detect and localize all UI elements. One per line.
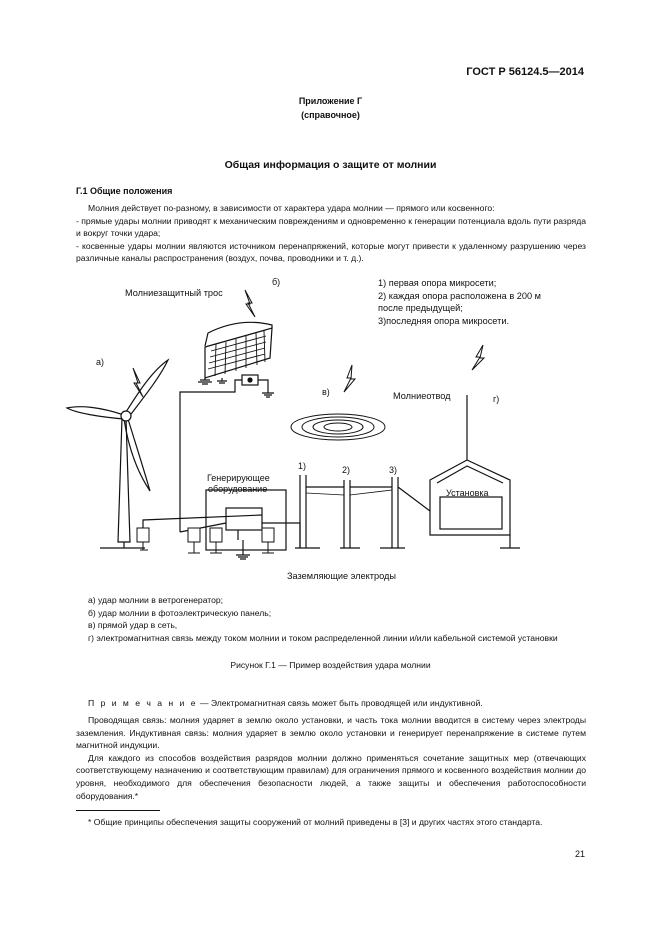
note [76,697,586,710]
figure-caption: Рисунок Г.1 — Пример воздействия удара молнии [230,660,431,670]
label-pole-2: 2) [342,465,351,475]
figure-item-g: г) электромагнитная связь между током молнии и током распределенной линии и/или кабельной системой установки [88,632,558,643]
lightning-figure [0,265,661,585]
appendix-title: Приложение Г [298,96,363,106]
intro-line-2: - косвенные удары молнии являются источником перенапряжений, которые могут привести к удаленному разрушению через различные каналы распространения (воздух, почва, проводники и т. д.). [76,240,586,264]
legend-line-3: 3)последняя опора микросети. [378,316,509,326]
legend-line-2: после предыдущей; [378,303,463,313]
page-number: 21 [574,849,585,859]
label-b: б) [272,277,281,287]
intro-line-0: Молния действует по-разному, в зависимости от характера удара молнии — прямого или косвенного: [88,203,495,213]
intro-line-1: - прямые удары молнии приводят к механическим повреждениям и одновременно к генерации потенциала вдоль пути разряда и вокруг точки удара; [76,215,586,239]
legend-line-1: 2) каждая опора расположена в 200 м [378,291,541,301]
footnote-rule [76,810,160,811]
figure-item-v: в) прямой удар в сеть, [88,620,178,631]
pv-panel [198,322,272,384]
figure-item-b: б) удар молнии в фотоэлектрическую панель; [88,607,272,618]
legend-line-0: 1) первая опора микросети; [378,278,497,288]
note-text: — Электромагнитная связь может быть проводящей или индуктивной. [197,698,483,708]
microgrid-poles [295,475,430,548]
generating-equipment [143,490,300,559]
label-pole-3: 3) [389,465,398,475]
label-gen-line2: оборудование [208,484,268,494]
label-install: Установка [446,488,489,498]
paragraph-0: Проводящая связь: молния ударяет в землю около установки, и часть тока молнии вводится в систему через электроды заземления. Индуктивная связь: молния ударяет в землю около установки и генерирует перенапряжение в системе путем магнитной индукции. [76,715,586,751]
figure-item-a: а) удар молнии в ветрогенератор; [88,595,224,605]
note-label: П р и м е ч а н и е [88,698,198,708]
label-gen-line1: Генерирующее [207,473,270,483]
label-g: г) [493,394,500,404]
label-cable: Молниезащитный трос [125,288,223,298]
main-title: Общая информация о защите от молнии [224,159,437,171]
paragraph-1: Для каждого из способов воздействия разрядов молнии должно применяться сочетание защитных мер (отвечающих соответствующему назначению и соответствующим правилам) для ограничения прямого и косвенного воздействия молнии до уровня, необходимого для обеспечения безопасности людей, а также защиты и обеспечения работоспособности оборудования.* [76,752,586,801]
footnote: * Общие принципы обеспечения защиты сооружений от молний приведены в [3] и других частях этого стандарта. [88,817,543,827]
figure-items [76,594,586,644]
appendix-subtitle: (справочное) [301,110,360,120]
label-electrodes: Заземляющие электроды [287,571,396,581]
ground-ripple [291,414,385,440]
label-v: в) [322,387,330,397]
document-code: ГОСТ Р 56124.5—2014 [466,66,584,78]
installation-building [430,395,520,548]
label-rod: Молниеотвод [393,391,451,401]
label-pole-1: 1) [298,461,307,471]
label-a: а) [96,357,105,367]
body-paragraphs [76,714,586,802]
intro-text [76,202,586,265]
section-title: Г.1 Общие положения [76,186,173,196]
